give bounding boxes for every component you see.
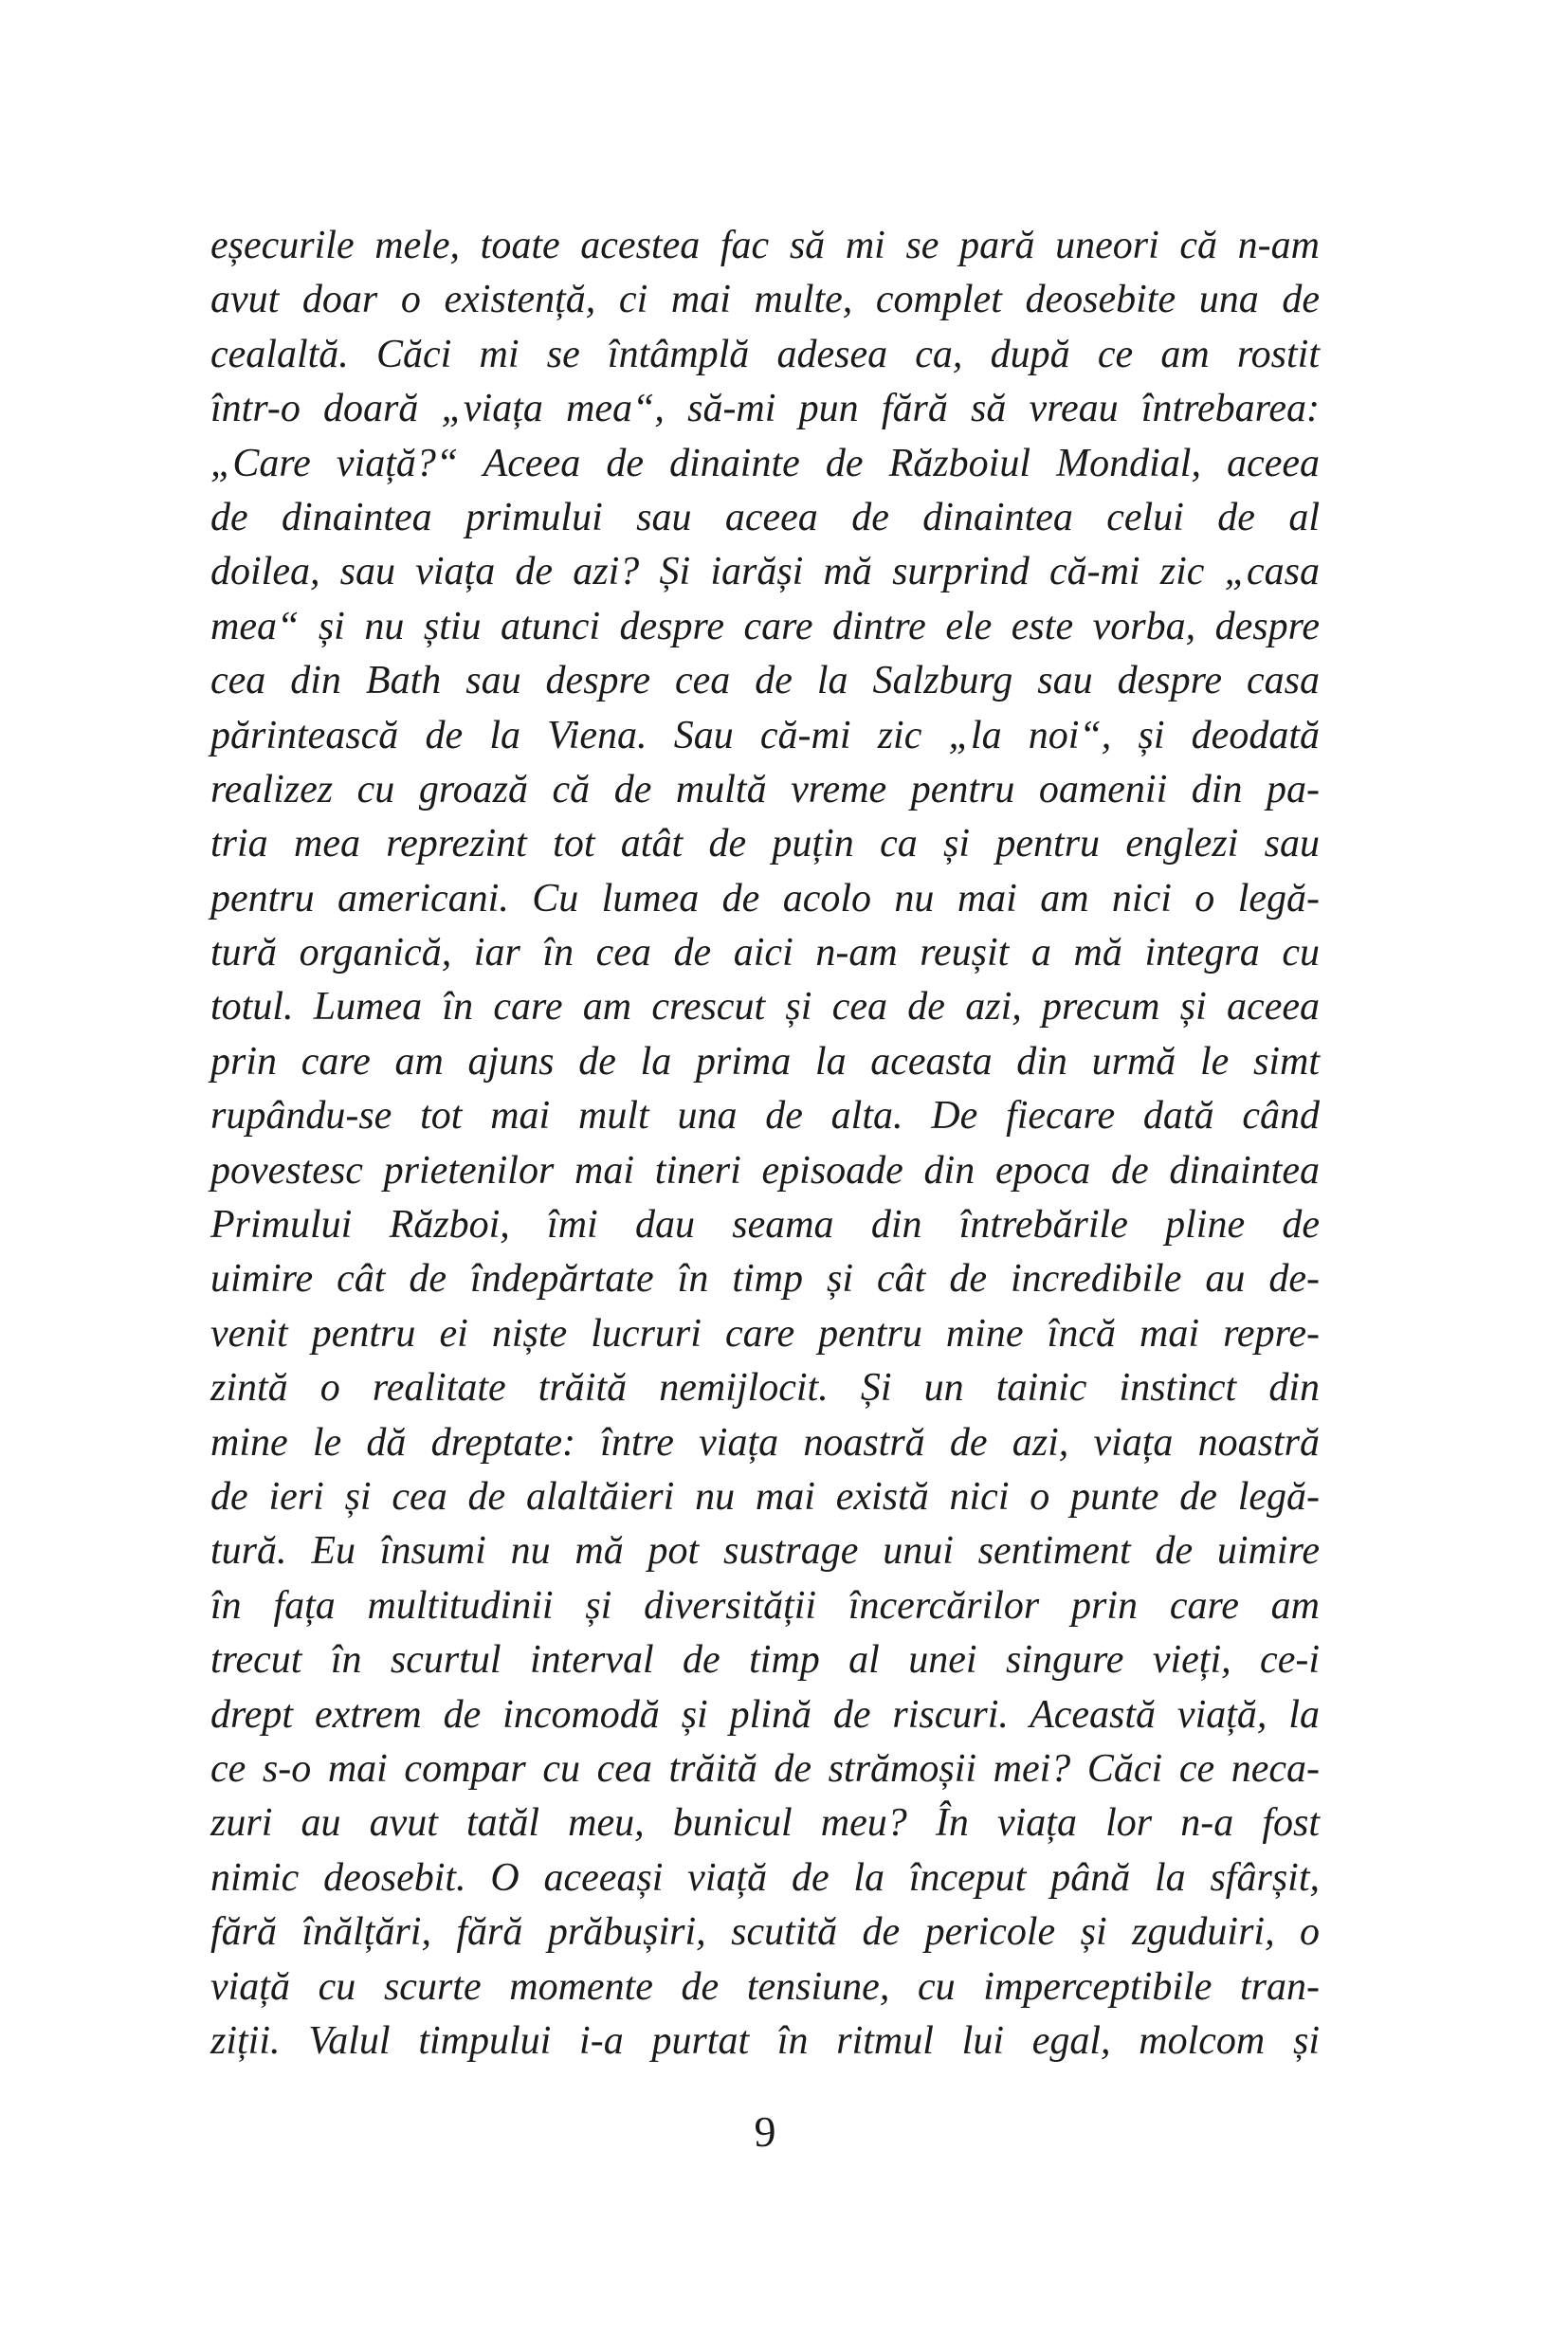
text-line: totul. Lumea în care am crescut și cea de azi, precum și aceea: [210, 985, 1320, 1030]
text-line: nimic deosebit. O aceeași viață de la început până la sfârșit,: [210, 1855, 1320, 1900]
text-line: tură. Eu însumi nu mă pot sustrage unui sentiment de uimire: [210, 1529, 1320, 1574]
text-line: doilea, sau viața de azi? Și iarăși mă surprind că-mi zic „casa: [210, 550, 1320, 594]
text-line: prin care am ajuns de la prima la aceasta din urmă le simt: [210, 1039, 1320, 1084]
text-line: mea“ și nu știu atunci despre care dintre ele este vorba, despre: [210, 604, 1320, 648]
text-line: într-o doară „viața mea“, să-mi pun fără să vreau întrebarea:: [210, 387, 1320, 431]
text-line: părintească de la Viena. Sau că-mi zic „la noi“, și deodată: [210, 713, 1320, 757]
text-line: tură organică, iar în cea de aici n-am reușit a mă integra cu: [210, 931, 1320, 975]
text-line: ziții. Valul timpului i-a purtat în ritmul lui egal, molcom și: [210, 2018, 1320, 2063]
text-line: eșecurile mele, toate acestea fac să mi se pară uneori că n-am: [210, 224, 1320, 267]
text-line: rupându-se tot mai mult una de alta. De fiecare dată când: [210, 1094, 1320, 1139]
text-line: mine le dă dreptate: între viața noastră de azi, viața noastră: [210, 1420, 1320, 1465]
page-number: 9: [754, 2107, 776, 2156]
text-line: cealaltă. Căci mi se întâmplă adesea ca, după ce am rostit: [210, 332, 1320, 376]
text-line: uimire cât de îndepărtate în timp și cât de incredibile au de-: [210, 1257, 1320, 1302]
text-line: în fața multitudinii și diversității încercărilor prin care am: [210, 1583, 1320, 1628]
text-line: trecut în scurtul interval de timp al unei singure vieți, ce-i: [210, 1638, 1320, 1683]
text-line: povestesc prietenilor mai tineri episoade din epoca de dinaintea: [210, 1148, 1320, 1193]
text-line: de ieri și cea de alaltăieri nu mai există nici o punte de legă-: [210, 1474, 1320, 1519]
text-line: zuri au avut tatăl meu, bunicul meu? În viața lor n-a fost: [210, 1801, 1320, 1846]
text-line: fără înălțări, fără prăbușiri, scutită de pericole și zguduiri, o: [210, 1910, 1320, 1955]
text-line: ce s-o mai compar cu cea trăită de strămoșii mei? Căci ce neca-: [210, 1746, 1320, 1791]
text-line: avut doar o existență, ci mai multe, complet deosebite una de: [210, 278, 1320, 322]
text-line: pentru americani. Cu lumea de acolo nu mai am nici o legă-: [210, 876, 1320, 920]
text-line: realizez cu groază că de multă vreme pentru oamenii din pa-: [210, 767, 1320, 811]
text-line: „Care viață?“ Aceea de dinainte de Războiul Mondial, aceea: [210, 441, 1320, 485]
text-line: cea din Bath sau despre cea de la Salzburg sau despre casa: [210, 659, 1320, 703]
text-line: Primului Război, îmi dau seama din întrebările pline de: [210, 1203, 1320, 1248]
text-line: venit pentru ei niște lucruri care pentru mine încă mai repre-: [210, 1311, 1320, 1356]
text-line: tria mea reprezint tot atât de puțin ca și pentru englezi sau: [210, 822, 1320, 866]
text-line: de dinaintea primului sau aceea de dinaintea celui de al: [210, 495, 1320, 539]
text-line: zintă o realitate trăită nemijlocit. Și un tainic instinct din: [210, 1366, 1320, 1411]
paragraph-continuation: [210, 219, 1320, 2069]
text-line: drept extrem de incomodă și plină de riscuri. Această viață, la: [210, 1692, 1320, 1737]
text-line: viață cu scurte momente de tensiune, cu imperceptibile tran-: [210, 1964, 1320, 2009]
